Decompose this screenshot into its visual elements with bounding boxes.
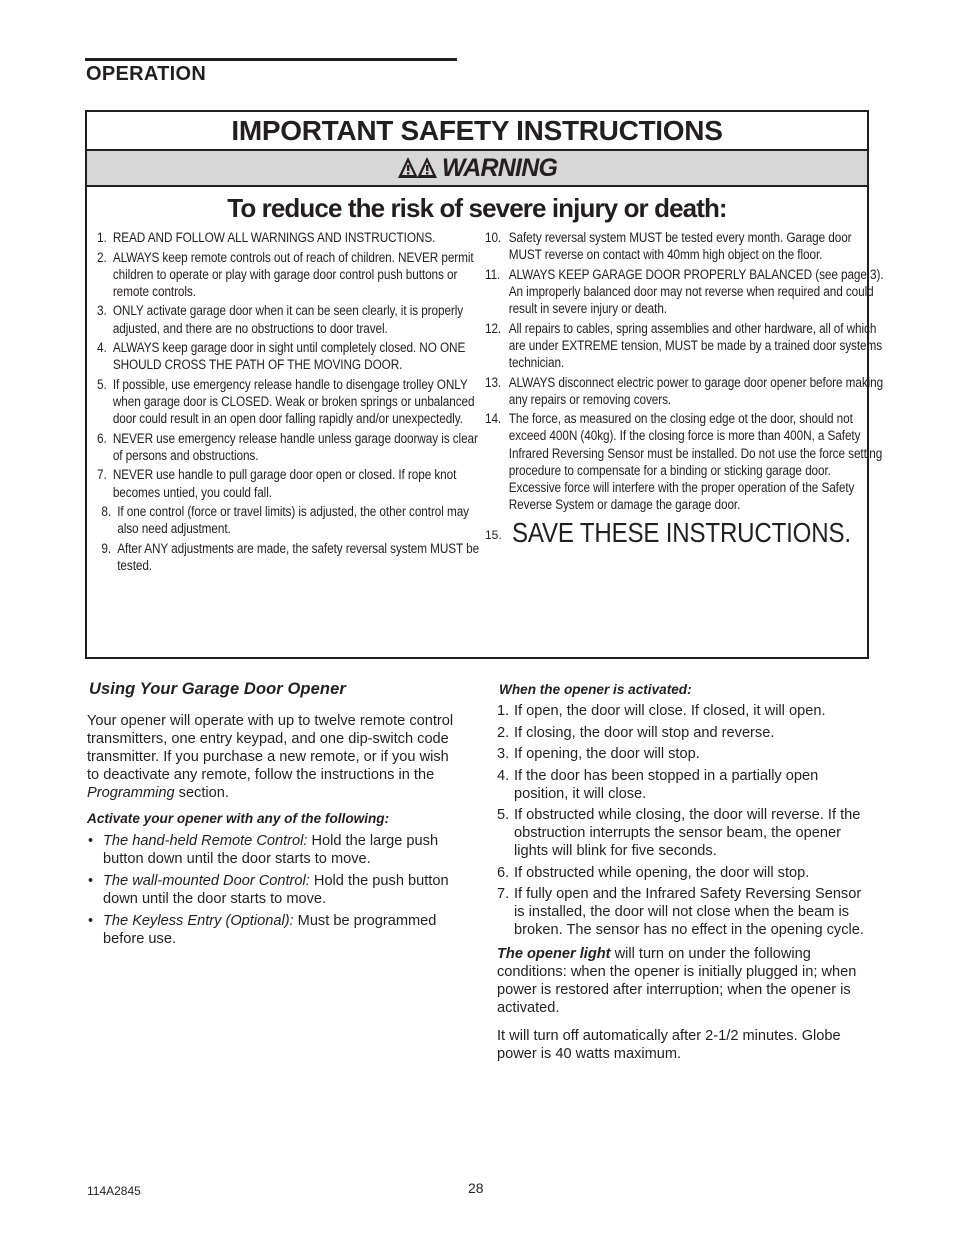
safety-instructions-box (85, 110, 884, 659)
document-code: 114A2845 (87, 1184, 141, 1198)
activate-heading: Activate your opener with any of the following: (87, 811, 390, 826)
safety-rules-left (97, 229, 480, 577)
page-number: 28 (468, 1180, 484, 1196)
safety-rule: 3. ONLY activate garage door when it can be seen clearly, it is properly adjusted, and there are no obstructions to door travel. (97, 303, 464, 336)
safety-rules-right (485, 229, 884, 549)
safety-rule: 7. NEVER use handle to pull garage door open or closed. If rope knot becomes untied, you could fall. (97, 467, 457, 500)
safety-rule: 8. If one control (force or travel limits) is adjusted, the other control may also need adjustment. (101, 504, 469, 537)
list-item: 6. If obstructed while opening, the door will stop. (497, 864, 810, 881)
safety-rule: 2. ALWAYS keep remote controls out of reach of children. NEVER permit children to operate or play with garage door control push buttons or remote controls. (97, 249, 474, 299)
list-item: 7. If fully open and the Infrared Safety Reversing Sensor is installed, the door will not close when the beam is broken. The sensor has no effect in the opening cycle. (497, 886, 864, 938)
warning-label: WARNING (441, 153, 558, 182)
safety-rule: 4. ALWAYS keep garage door in sight until completely closed. NO ONE SHOULD CROSS THE PATH OF THE MOVING DOOR. (97, 340, 466, 373)
list-item: • The wall-mounted Door Control: Hold the push button down until the door starts to move. (87, 872, 457, 908)
using-opener-section (87, 680, 457, 952)
warning-banner (87, 149, 867, 187)
list-item: • The Keyless Entry (Optional): Must be programmed before use. (87, 912, 457, 948)
safety-rule: 14. The force, as measured on the closing edge ot the door, should not exceed 400N (40kg). If the closing force is more than 400N, a Safety Infrared Reversing Sensor must be installed. Do not use the force setting procedure to compensate for a binding or sticking garage door. Excessive force will interfere with the proper operation of the Safety Reverse System or damage the garage door. (485, 411, 883, 513)
header-rule (85, 58, 457, 61)
save-number: 15. (485, 528, 502, 543)
section-title: OPERATION (86, 63, 207, 85)
using-heading: Using Your Garage Door Opener (89, 680, 346, 698)
warning-icons (397, 156, 439, 180)
safety-rule: 11. ALWAYS KEEP GARAGE DOOR PROPERLY BALANCED (see page 3). An improperly balanced door may not reverse when required and could result in severe injury or death. (485, 266, 884, 317)
safety-box-title: IMPORTANT SAFETY INSTRUCTIONS (231, 115, 723, 146)
safety-rule: 10. Safety reversal system MUST be tested every month. Garage door MUST reverse on contact with 40mm high object on the floor. (485, 230, 852, 263)
list-item: 2. If closing, the door will stop and reverse. (497, 724, 775, 741)
auto-off-paragraph: It will turn off automatically after 2-1/2 minutes. Globe power is 40 watts maximum. (497, 1028, 841, 1062)
safety-rule: 1. READ AND FOLLOW ALL WARNINGS AND INSTRUCTIONS. (97, 230, 436, 245)
list-item: 1. If open, the door will close. If closed, it will open. (497, 703, 826, 719)
list-item: 4. If the door has been stopped in a partially open position, it will close. (497, 767, 819, 802)
using-intro: Your opener will operate with up to twelve remote control transmitters, one entry keypad, and one dip-switch code transmitter. If you purchase a new remote, or if you wish to deactivate any remote, follow the instructions in the Programming section. (87, 713, 454, 801)
safety-subtitle: To reduce the risk of severe injury or death: (227, 193, 727, 223)
list-item: 5. If obstructed while closing, the door will reverse. If the obstruction interrupts the sensor beam, the opener lights will blink for five seconds. (497, 807, 861, 859)
safety-rule: 5. If possible, use emergency release handle to disengage trolley ONLY when garage door is CLOSED. Weak or broken springs or unbalanced door could result in an open door falling rapidly and/or unexpectedly. (97, 376, 475, 427)
safety-rule: 12. All repairs to cables, spring assemblies and other hardware, all of which are under EXTREME tension, MUST be made by a trained door systems technician. (485, 320, 883, 371)
save-instructions (485, 517, 860, 549)
safety-rule: 6. NEVER use emergency release handle unless garage doorway is clear of persons and obstructions. (97, 430, 478, 463)
safety-rule: 13. ALWAYS disconnect electric power to garage door opener before making any repairs or removing covers. (485, 374, 884, 407)
list-item: • The hand-held Remote Control: Hold the large push button down until the door starts to move. (87, 832, 457, 868)
save-text: SAVE THESE INSTRUCTIONS. (512, 517, 851, 549)
opener-activated-section (497, 681, 872, 1069)
opener-light-paragraph: The opener light will turn on under the following conditions: when the opener is initially plugged in; when power is restored after interruption; when the opener is activated. (497, 946, 857, 1016)
list-item: 3. If opening, the door will stop. (497, 746, 700, 762)
safety-rule: 9. After ANY adjustments are made, the safety reversal system MUST be tested. (101, 540, 480, 574)
activated-heading: When the opener is activated: (499, 682, 692, 697)
warning-triangle-icon (397, 156, 439, 180)
